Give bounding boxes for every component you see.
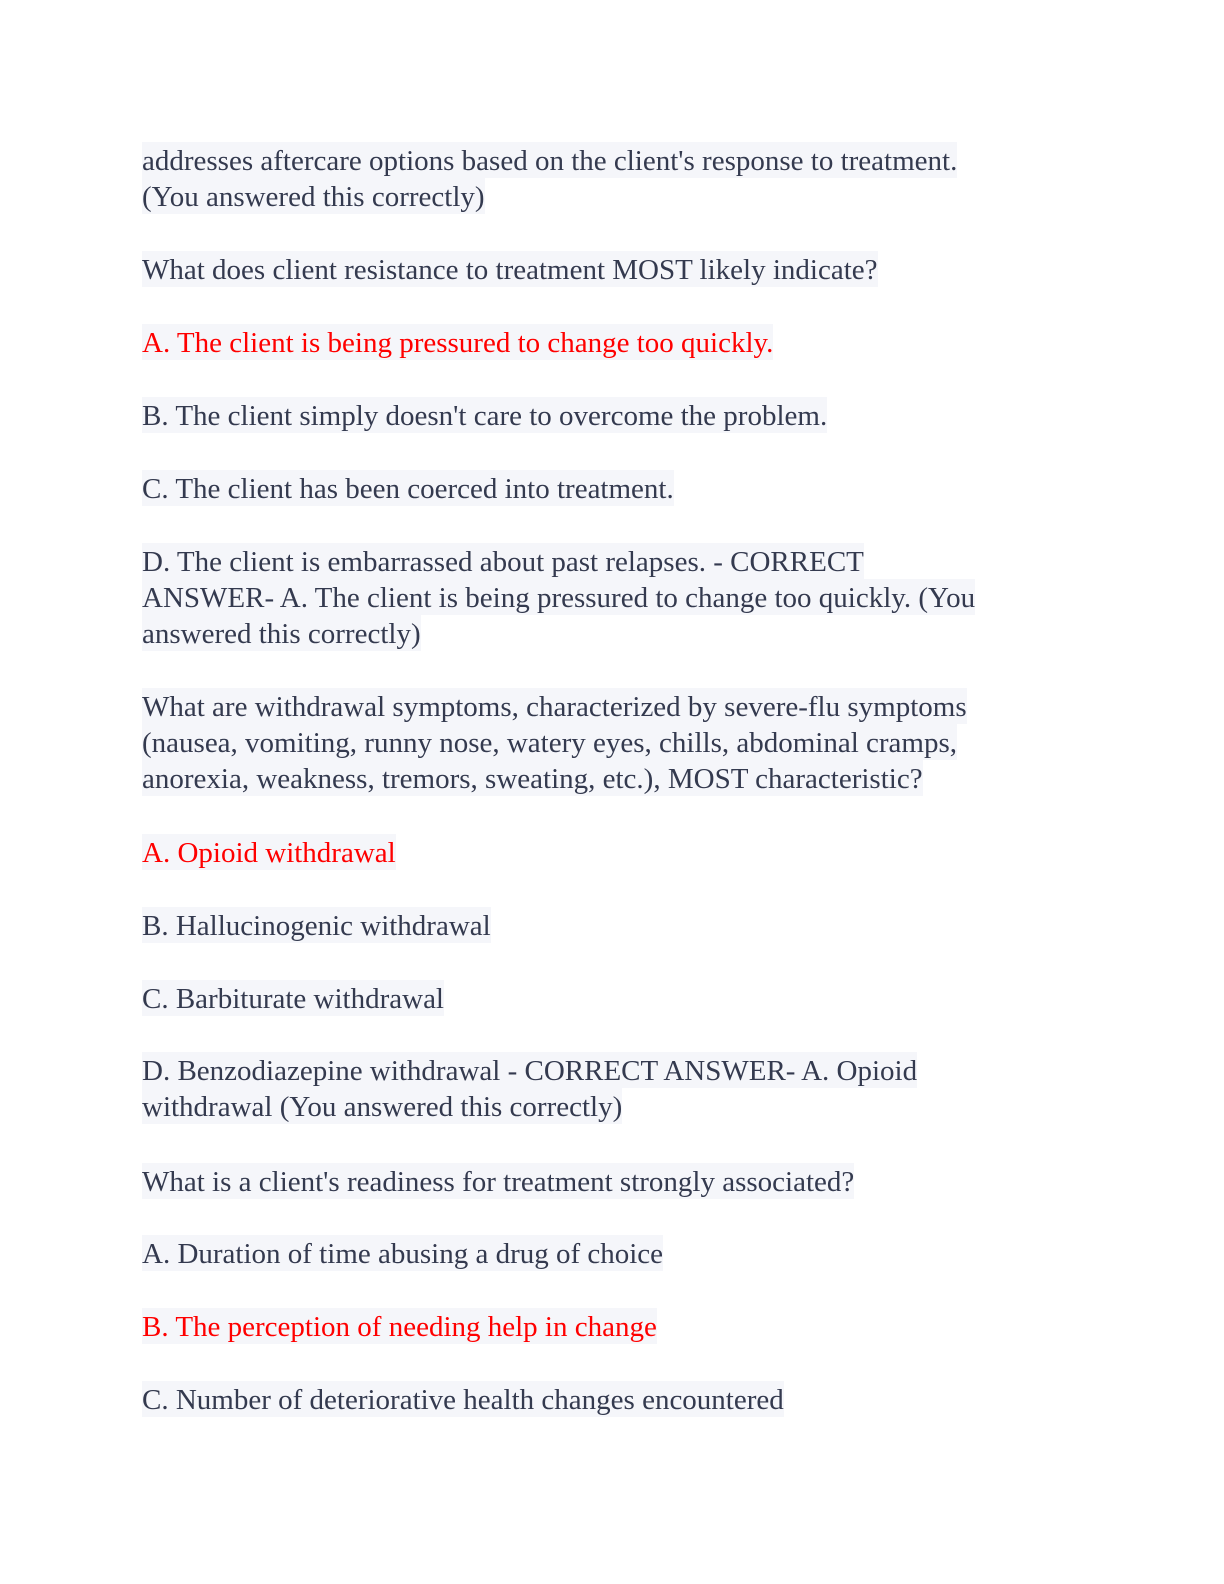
document-paragraph [142,1163,854,1199]
document-paragraph [142,1235,663,1271]
text-line-content: A. Opioid withdrawal [142,834,396,870]
text-line-content: C. The client has been coerced into treatment. [142,470,674,506]
document-paragraph [142,1381,784,1417]
document-paragraph [142,980,444,1016]
text-line [142,1381,784,1417]
document-paragraph [142,688,967,796]
text-line-content: What are withdrawal symptoms, characterized by severe-flu symptoms [142,688,967,724]
text-line [142,470,674,506]
text-line-content: B. Hallucinogenic withdrawal [142,907,491,943]
text-line [142,579,975,615]
text-line-content: What is a client's readiness for treatment strongly associated? [142,1163,854,1199]
text-line [142,543,975,579]
text-line-content: addresses aftercare options based on the client's response to treatment. [142,142,957,178]
text-line [142,760,967,796]
text-line [142,688,967,724]
highlighted-answer-option [142,834,396,870]
document-paragraph [142,907,491,943]
text-line [142,615,975,651]
text-line-content: answered this correctly) [142,615,421,651]
document-paragraph [142,543,975,651]
text-line-content: D. Benzodiazepine withdrawal - CORRECT ANSWER- A. Opioid [142,1052,917,1088]
text-line [142,1235,663,1271]
text-line-content: B. The client simply doesn't care to overcome the problem. [142,397,827,433]
document-paragraph [142,470,674,506]
text-line [142,251,878,287]
text-line [142,907,491,943]
text-line [142,724,967,760]
text-line [142,1052,917,1088]
highlighted-answer-option [142,324,773,360]
text-line-content: withdrawal (You answered this correctly) [142,1088,622,1124]
text-line [142,1308,657,1344]
text-line-content: ANSWER- A. The client is being pressured to change too quickly. (You [142,579,975,615]
text-line [142,834,396,870]
document-paragraph [142,251,878,287]
text-line [142,980,444,1016]
text-line-content: C. Barbiturate withdrawal [142,980,444,1016]
text-line [142,324,773,360]
document-paragraph [142,142,957,214]
text-line-content: D. The client is embarrassed about past relapses. - CORRECT [142,543,864,579]
text-line [142,178,957,214]
document-paragraph [142,397,827,433]
document-paragraph [142,1052,917,1124]
text-line-content: (You answered this correctly) [142,178,485,214]
text-line-content: C. Number of deteriorative health changes encountered [142,1381,784,1417]
text-line-content: B. The perception of needing help in change [142,1308,657,1344]
text-line-content: anorexia, weakness, tremors, sweating, etc.), MOST characteristic? [142,760,923,796]
text-line [142,1163,854,1199]
highlighted-answer-option [142,1308,657,1344]
text-line [142,1088,917,1124]
text-line-content: A. Duration of time abusing a drug of choice [142,1235,663,1271]
text-line-content: What does client resistance to treatment MOST likely indicate? [142,251,878,287]
text-line-content: (nausea, vomiting, runny nose, watery eyes, chills, abdominal cramps, [142,724,957,760]
text-line [142,142,957,178]
text-line-content: A. The client is being pressured to change too quickly. [142,324,773,360]
text-line [142,397,827,433]
